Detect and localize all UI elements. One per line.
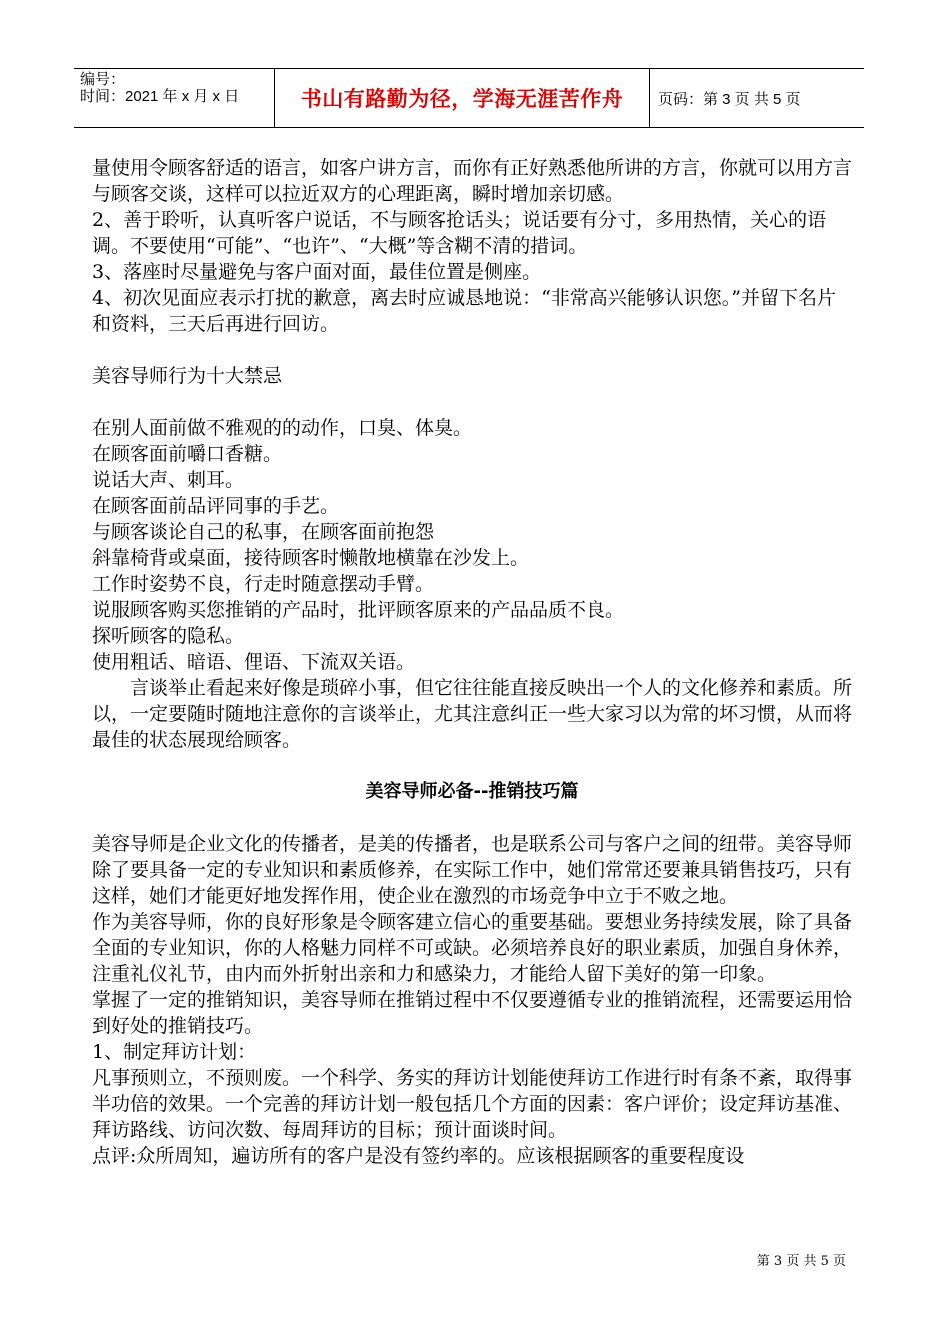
page-footer: 第 3 页 共 5 页	[756, 1254, 846, 1269]
section-title: 美容导师必备--推销技巧篇	[365, 781, 579, 802]
taboo-item: 使用粗话、暗语、俚语、下流双关语。	[92, 651, 416, 673]
taboo-item: 斜靠椅背或桌面，接待顾客时懒散地横靠在沙发上。	[92, 547, 530, 569]
page-header	[74, 68, 864, 128]
paragraph: 点评:众所周知，遍访所有的客户是没有签约率的。应该根据顾客的重要程度设	[92, 1145, 745, 1167]
header-motto: 书山有路勤为径，学海无涯苦作舟	[275, 69, 650, 127]
paragraph: 3、落座时尽量避免与客户面对面，最佳位置是侧座。	[92, 261, 542, 283]
header-meta	[74, 69, 275, 127]
taboo-item: 在别人面前做不雅观的的动作，口臭、体臭。	[92, 417, 473, 439]
taboo-item: 在顾客面前嚼口香糖。	[92, 443, 283, 465]
taboo-item: 说话大声、刺耳。	[92, 469, 245, 491]
paragraph: 4、初次见面应表示打扰的歉意，离去时应诚恳地说：“非常高兴能够认识您。”并留下名片和资料，三天后再进行回访。	[92, 287, 837, 335]
taboo-title: 美容导师行为十大禁忌	[92, 365, 283, 387]
taboo-item: 与顾客谈论自己的私事，在顾客面前抱怨	[92, 521, 435, 543]
number-label: 编号：	[80, 71, 126, 88]
taboo-item: 工作时姿势不良，行走时随意摆动手臂。	[92, 573, 435, 595]
paragraph: 量使用令顾客舒适的语言，如客户讲方言，而你有正好熟悉他所讲的方言，你就可以用方言与顾客交谈，这样可以拉近双方的心理距离，瞬时增加亲切感。	[92, 157, 853, 205]
taboo-item: 探听顾客的隐私。	[92, 625, 245, 647]
taboo-item: 说服顾客购买您推销的产品时，批评顾客原来的产品品质不良。	[92, 599, 625, 621]
paragraph: 美容导师是企业文化的传播者，是美的传播者，也是联系公司与客户之间的纽带。美容导师除了要具备一定的专业知识和素质修养，在实际工作中，她们常常还要兼具销售技巧，只有这样，她们才能更好地发挥作用，使企业在激烈的市场竞争中立于不败之地。	[92, 833, 853, 907]
header-page-code: 页码：第 3 页 共 5 页	[658, 90, 801, 108]
time-label: 时间：2021 年 x 月 x 日	[80, 88, 240, 105]
summary-paragraph: 言谈举止看起来好像是琐碎小事，但它往往能直接反映出一个人的文化修养和素质。所以，一定要随时随地注意你的言谈举止，尤其注意纠正一些大家习以为常的坏习惯，从而将最佳的状态展现给顾客。	[92, 677, 853, 751]
paragraph: 凡事预则立，不预则废。一个科学、务实的拜访计划能使拜访工作进行时有条不紊，取得事半功倍的效果。一个完善的拜访计划一般包括几个方面的因素：客户评价；设定拜访基准、拜访路线、访问次数、每周拜访的目标；预计面谈时间。	[92, 1067, 853, 1141]
paragraph: 1、制定拜访计划：	[92, 1041, 257, 1063]
document-body	[92, 155, 852, 1169]
taboo-item: 在顾客面前品评同事的手艺。	[92, 495, 340, 517]
paragraph: 2、善于聆听，认真听客户说话，不与顾客抢话头；说话要有分寸，多用热情，关心的语调。不要使用“可能”、“也许”、“大概”等含糊不清的措词。	[92, 209, 827, 257]
paragraph: 作为美容导师，你的良好形象是令顾客建立信心的重要基础。要想业务持续发展，除了具备全面的专业知识，你的人格魅力同样不可或缺。必须培养良好的职业素质，加强自身休养，注重礼仪礼节，由内而外折射出亲和力和感染力，才能给人留下美好的第一印象。	[92, 911, 853, 985]
paragraph: 掌握了一定的推销知识，美容导师在推销过程中不仅要遵循专业的推销流程，还需要运用恰到好处的推销技巧。	[92, 989, 853, 1037]
